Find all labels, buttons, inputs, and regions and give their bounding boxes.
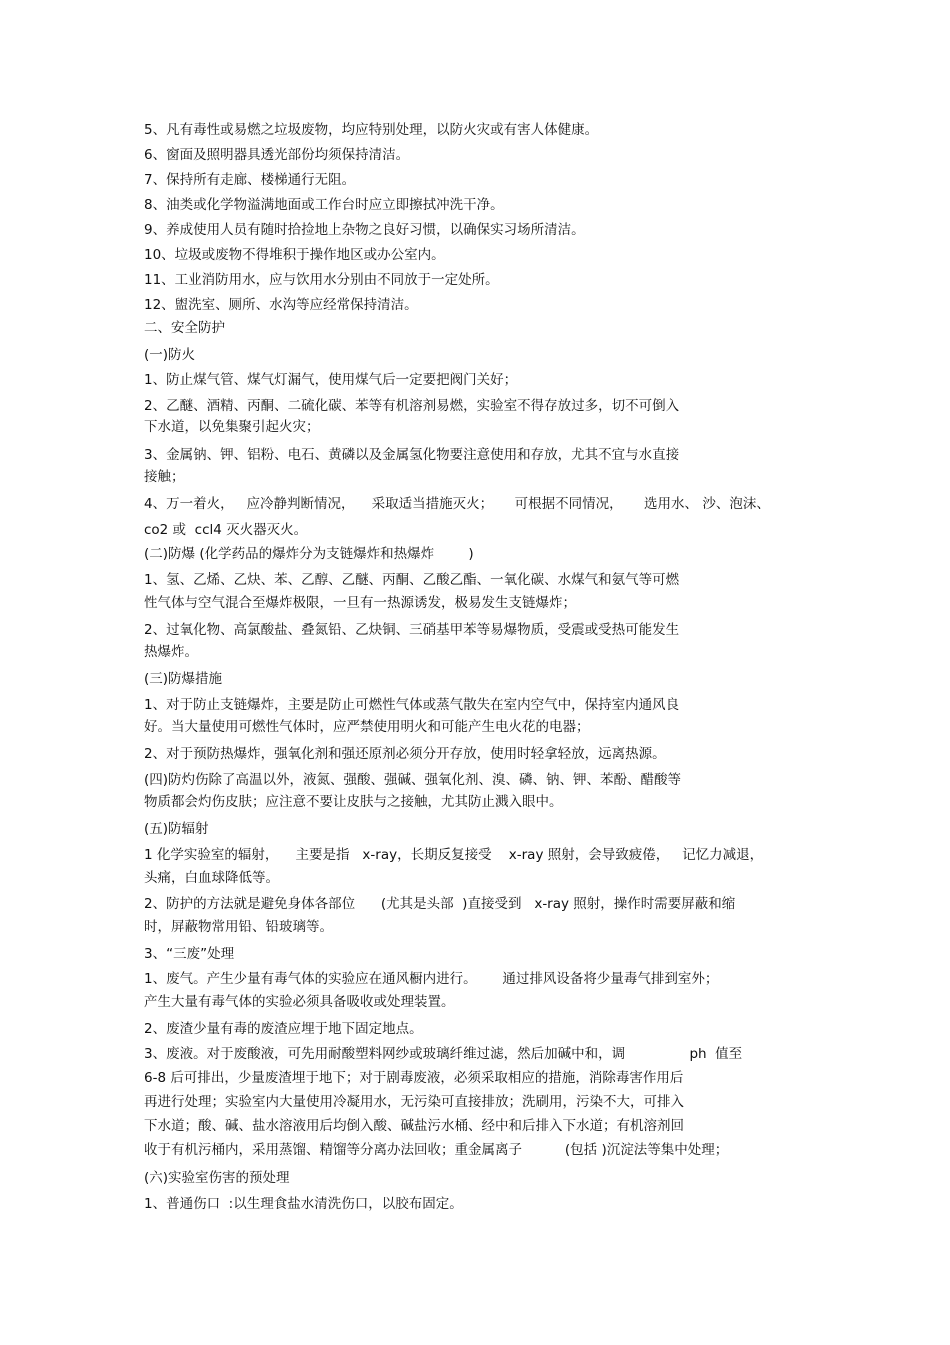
text-line: 5、凡有毒性或易燃之垃圾废物，均应特别处理，以防火灾或有害人体健康。: [144, 122, 599, 138]
text-line: 2、乙醚、酒精、丙酮、二硫化碳、苯等有机溶剂易燃，实验室不得存放过多，切不可倒入: [144, 398, 680, 414]
text-line: 再进行处理；实验室内大量使用冷凝用水，无污染可直接排放；洗刷用，污染不大，可排入: [144, 1094, 684, 1110]
text-line: 11、工业消防用水，应与饮用水分别由不同放于一定处所。: [144, 272, 499, 288]
text-line: 2、对于预防热爆炸，强氧化剂和强还原剂必须分开存放，使用时轻拿轻放，远离热源。: [144, 746, 666, 762]
text-line: 10、垃圾或废物不得堆积于操作地区或办公室内。: [144, 247, 445, 263]
text-line: 12、盥洗室、厕所、水沟等应经常保持清洁。: [144, 297, 418, 313]
text-line: 1、防止煤气管、煤气灯漏气，使用煤气后一定要把阀门关好；: [144, 372, 518, 388]
subsection-heading: (五)防辐射: [144, 821, 209, 837]
section-heading: 二、安全防护: [144, 320, 225, 336]
text-line: co2 或 ccl4 灭火器灭火。: [144, 522, 308, 538]
text-line: 3、废液。对于废酸液，可先用耐酸塑料网纱或玻璃纤维过滤，然后加碱中和，调 ph 值至: [144, 1046, 743, 1062]
text-line: 9、养成使用人员有随时拾捡地上杂物之良好习惯，以确保实习场所清洁。: [144, 222, 585, 238]
text-line: 头痛，白血球降低等。: [144, 870, 279, 886]
text-line: 1、普通伤口 :以生理食盐水清洗伤口，以胶布固定。: [144, 1196, 463, 1212]
text-line: 热爆炸。: [144, 644, 198, 660]
text-line: 7、保持所有走廊、楼梯通行无阻。: [144, 172, 356, 188]
text-line: 1、氢、乙烯、乙炔、苯、乙醇、乙醚、丙酮、乙酸乙酯、一氧化碳、水煤气和氨气等可燃: [144, 572, 680, 588]
text-line: 产生大量有毒气体的实验必须具备吸收或处理装置。: [144, 994, 455, 1010]
subsection-heading: (一)防火: [144, 347, 196, 363]
text-line: 6-8 后可排出，少量废渣埋于地下；对于剧毒废液，必须采取相应的措施，消除毒害作用后: [144, 1070, 684, 1086]
text-line: 接触；: [144, 469, 185, 485]
text-line: 下水道，以免集聚引起火灾；: [144, 419, 320, 435]
subsection-heading: (三)防爆措施: [144, 671, 223, 687]
text-line: 3、金属钠、钾、铝粉、电石、黄磷以及金属氢化物要注意使用和存放，尤其不宜与水直接: [144, 447, 680, 463]
text-line: 1、对于防止支链爆炸，主要是防止可燃性气体或蒸气散失在室内空气中，保持室内通风良: [144, 697, 680, 713]
section-heading: 3、“三废”处理: [144, 946, 235, 962]
text-line: 性气体与空气混合至爆炸极限，一旦有一热源诱发，极易发生支链爆炸；: [144, 595, 576, 611]
text-line: 2、过氧化物、高氯酸盐、叠氮铅、乙炔铜、三硝基甲苯等易爆物质，受震或受热可能发生: [144, 622, 680, 638]
text-line: 下水道；酸、碱、盐水溶液用后均倒入酸、碱盐污水桶、经中和后排入下水道；有机溶剂回: [144, 1118, 684, 1134]
text-line: (四)防灼伤除了高温以外，液氮、强酸、强碱、强氧化剂、溴、磷、钠、钾、苯酚、醋酸等: [144, 772, 682, 788]
text-line: 好。当大量使用可燃性气体时，应严禁使用明火和可能产生电火花的电器；: [144, 719, 590, 735]
text-line: 1 化学实验室的辐射， 主要是指 x-ray，长期反复接受 x-ray 照射，会导致疲倦， 记忆力减退，: [144, 847, 764, 863]
text-line: 4、万一着火， 应冷静判断情况， 采取适当措施灭火； 可根据不同情况， 选用水、 沙、泡沫、: [144, 496, 770, 512]
text-line: 2、防护的方法就是避免身体各部位 (尤其是头部 )直接受到 x-ray 照射，操作时需要屏蔽和缩: [144, 896, 736, 912]
subsection-heading: (二)防爆 (化学药品的爆炸分为支链爆炸和热爆炸 ): [144, 546, 474, 562]
subsection-heading: (六)实验室伤害的预处理: [144, 1170, 290, 1186]
text-line: 收于有机污桶内，采用蒸馏、精馏等分离办法回收；重金属离子 (包括 )沉淀法等集中处理；: [144, 1142, 729, 1158]
text-line: 物质都会灼伤皮肤；应注意不要让皮肤与之接触，尤其防止溅入眼中。: [144, 794, 563, 810]
text-line: 2、废渣少量有毒的废渣应埋于地下固定地点。: [144, 1021, 423, 1037]
text-line: 1、废气。产生少量有毒气体的实验应在通风橱内进行。 通过排风设备将少量毒气排到室外；: [144, 971, 719, 987]
text-line: 6、窗面及照明器具透光部份均须保持清洁。: [144, 147, 410, 163]
text-line: 时，屏蔽物常用铅、铅玻璃等。: [144, 919, 333, 935]
text-line: 8、油类或化学物溢满地面或工作台时应立即擦拭冲洗干净。: [144, 197, 504, 213]
